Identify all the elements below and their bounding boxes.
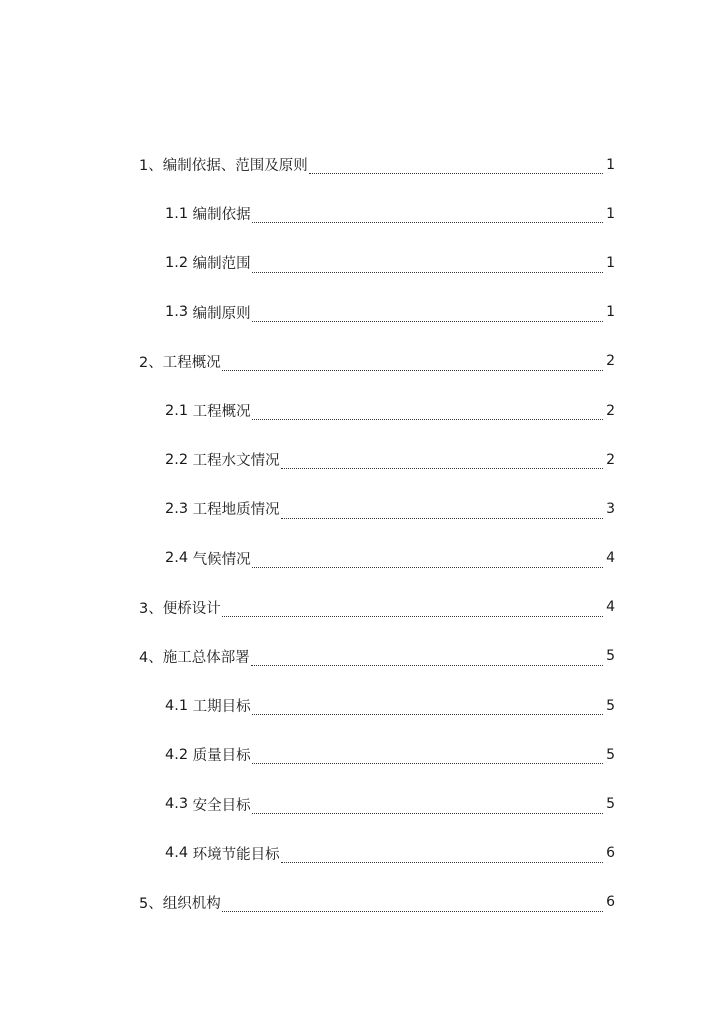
toc-entry-title: 气候情况 [192, 551, 251, 568]
toc-entry-title: 安全目标 [192, 797, 251, 814]
toc-entry-page: 1 [606, 205, 615, 222]
toc-entry-title: 工程水文情况 [192, 453, 280, 470]
toc-entry-page: 4 [606, 550, 615, 567]
toc-entry-4-2[interactable] [0, 730, 724, 779]
toc-entry-number: 5、 [139, 895, 163, 912]
toc-entry-number: 2.4 [165, 550, 193, 567]
toc-entry-1[interactable] [0, 140, 724, 189]
toc-entry-title: 施工总体部署 [162, 649, 250, 666]
toc-entry-title: 编制原则 [192, 305, 251, 322]
toc-entry-4-1[interactable] [0, 681, 724, 730]
toc-dot-leader [252, 271, 603, 273]
toc-entry-number: 3、 [139, 600, 163, 617]
toc-dot-leader [252, 566, 603, 568]
toc-dot-leader [252, 762, 603, 764]
toc-entry-number: 4、 [139, 649, 163, 666]
toc-entry-title: 编制范围 [192, 256, 251, 273]
toc-entry-2-4[interactable] [0, 534, 724, 583]
toc-entry-number: 1.1 [165, 205, 193, 222]
toc-entry-number: 2、 [139, 354, 163, 371]
toc-entry-2-3[interactable] [0, 484, 724, 533]
toc-entry-page: 3 [606, 500, 615, 517]
toc-entry-page: 5 [606, 746, 615, 763]
table-of-contents [0, 140, 724, 927]
toc-entry-title: 工程概况 [192, 404, 251, 421]
toc-entry-number: 4.1 [165, 697, 193, 714]
toc-entry-page: 6 [606, 845, 615, 862]
toc-entry-1-3[interactable] [0, 288, 724, 337]
toc-dot-leader [252, 713, 603, 715]
toc-entry-title: 工期目标 [192, 699, 251, 716]
toc-entry-title: 质量目标 [192, 748, 251, 765]
toc-entry-2-1[interactable] [0, 386, 724, 435]
toc-entry-number: 4.2 [165, 746, 193, 763]
toc-entry-page: 5 [606, 648, 615, 665]
toc-entry-1-1[interactable] [0, 189, 724, 238]
toc-dot-leader [251, 664, 603, 666]
toc-dot-leader [222, 910, 603, 912]
toc-entry-number: 4.3 [165, 796, 193, 813]
toc-dot-leader [252, 418, 603, 420]
toc-entry-number: 1.2 [165, 254, 193, 271]
toc-entry-4-4[interactable] [0, 829, 724, 878]
toc-entry-page: 2 [606, 451, 615, 468]
toc-entry-page: 1 [606, 254, 615, 271]
toc-entry-number: 2.2 [165, 451, 193, 468]
toc-entry-page: 1 [606, 304, 615, 321]
toc-entry-title: 工程概况 [162, 354, 221, 371]
toc-entry-page: 4 [606, 599, 615, 616]
toc-dot-leader [252, 221, 603, 223]
toc-dot-leader [309, 172, 603, 174]
toc-entry-page: 5 [606, 697, 615, 714]
toc-dot-leader [222, 615, 603, 617]
toc-entry-title: 编制依据 [192, 207, 251, 224]
toc-entry-1-2[interactable] [0, 238, 724, 287]
toc-dot-leader [281, 861, 603, 863]
toc-entry-page: 5 [606, 796, 615, 813]
toc-dot-leader [252, 812, 603, 814]
toc-entry-number: 1.3 [165, 304, 193, 321]
toc-entry-2[interactable] [0, 337, 724, 386]
toc-dot-leader [281, 467, 603, 469]
toc-entry-number: 2.3 [165, 500, 193, 517]
toc-entry-2-2[interactable] [0, 435, 724, 484]
toc-entry-page: 2 [606, 353, 615, 370]
toc-entry-page: 6 [606, 894, 615, 911]
toc-entry-5[interactable] [0, 878, 724, 927]
toc-entry-number: 4.4 [165, 845, 193, 862]
toc-dot-leader [252, 320, 603, 322]
toc-entry-title: 环境节能目标 [192, 846, 280, 863]
toc-entry-page: 2 [606, 402, 615, 419]
toc-dot-leader [222, 369, 603, 371]
toc-entry-number: 2.1 [165, 402, 193, 419]
toc-entry-title: 工程地质情况 [192, 502, 280, 519]
toc-entry-4-3[interactable] [0, 779, 724, 828]
toc-entry-title: 编制依据、范围及原则 [162, 158, 308, 175]
toc-entry-3[interactable] [0, 583, 724, 632]
toc-entry-4[interactable] [0, 632, 724, 681]
toc-dot-leader [281, 517, 603, 519]
toc-entry-page: 1 [606, 156, 615, 173]
toc-entry-number: 1、 [139, 158, 163, 175]
toc-entry-title: 便桥设计 [162, 600, 221, 617]
toc-entry-title: 组织机构 [162, 895, 221, 912]
